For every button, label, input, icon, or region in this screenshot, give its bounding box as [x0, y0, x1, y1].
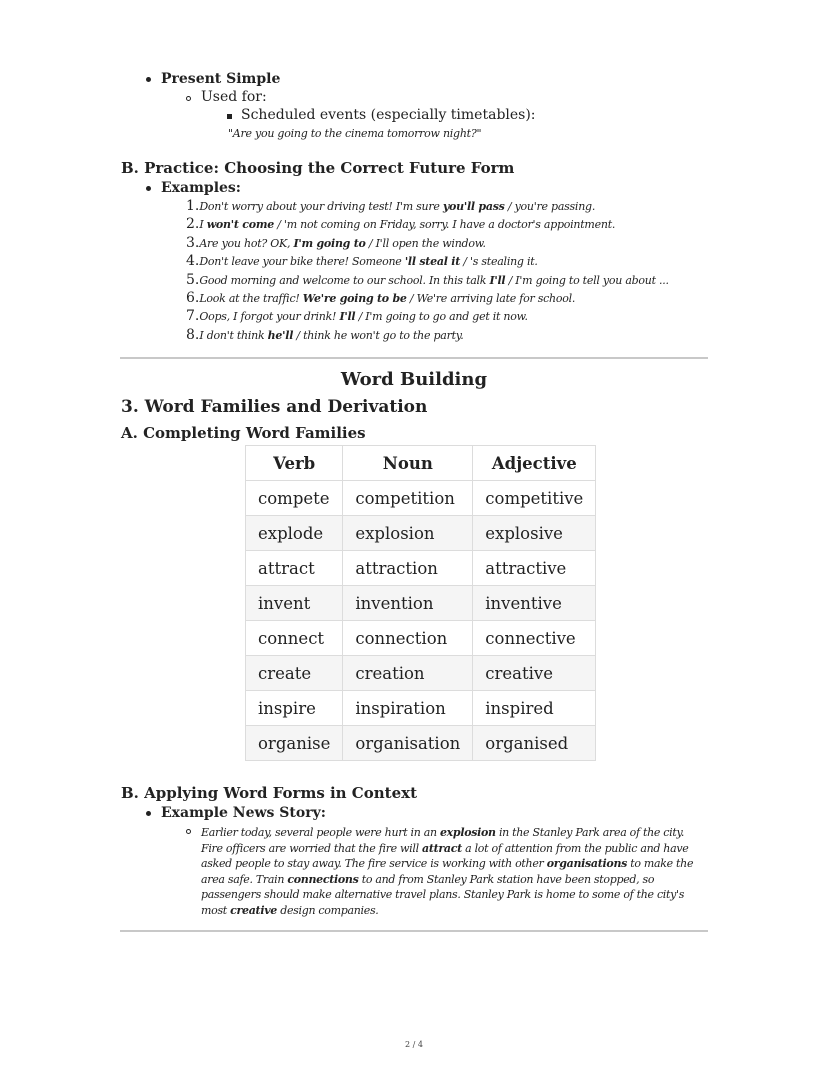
- example-text: Are you hot? OK,: [199, 236, 294, 250]
- example-number: 5.: [186, 271, 200, 288]
- example-text: / I'm going to tell you about ...: [505, 273, 669, 287]
- example-item: [186, 198, 595, 214]
- table-row: [246, 586, 596, 621]
- table-cell: invent: [246, 586, 343, 621]
- table-cell: attract: [246, 551, 343, 586]
- example-text: I don't think: [199, 328, 268, 342]
- use-text: Scheduled events (especially timetables):: [241, 107, 536, 123]
- table-cell: creation: [343, 656, 473, 691]
- story-keyword: explosion: [439, 826, 496, 839]
- story-keyword: creative: [230, 903, 277, 917]
- example-answer: I'll: [489, 273, 506, 287]
- bullet-icon: [146, 186, 151, 191]
- table-row: [246, 691, 596, 726]
- table-cell: organise: [246, 726, 343, 761]
- example-text: Oops, I forgot your drink!: [199, 310, 340, 324]
- example-answer: 'll steal it: [404, 255, 461, 269]
- example-item: [186, 253, 538, 269]
- table-cell: inventive: [473, 586, 596, 621]
- example-item: [186, 272, 669, 288]
- example-answer: won't come: [206, 218, 274, 232]
- story-keyword: organisations: [546, 857, 628, 871]
- example-answer: We're going to be: [302, 292, 407, 305]
- story-text: in the Stanley Park area of the city. Fire officers are worried that the fire will: [201, 826, 685, 855]
- table-cell: compete: [246, 481, 343, 516]
- table-cell: explosion: [343, 516, 473, 551]
- header-adjective: Adjective: [473, 446, 596, 481]
- example-quote: "Are you going to the cinema tomorrow night?": [228, 127, 482, 140]
- table-cell: connect: [246, 621, 343, 656]
- example-number: 7.: [186, 308, 200, 325]
- example-text: / you're passing.: [504, 200, 596, 213]
- table-cell: invention: [343, 586, 473, 621]
- example-number: 6.: [186, 290, 200, 306]
- table-cell: explode: [246, 516, 343, 551]
- table-cell: competitive: [473, 481, 596, 516]
- table-row: [246, 551, 596, 586]
- example-answer: I'm going to: [293, 236, 366, 250]
- word-building-title: Word Building: [340, 369, 488, 390]
- present-simple-heading: Present Simple: [161, 71, 281, 87]
- story-text: a lot of attention from the public and have asked people to stay away. The fire service is working with other: [201, 841, 689, 871]
- example-number: 1.: [186, 198, 200, 214]
- example-text: / 's stealing it.: [460, 255, 538, 269]
- divider: [120, 930, 708, 932]
- page-number: 2 / 4: [405, 1040, 423, 1049]
- used-for-label: Used for:: [201, 89, 267, 105]
- example-answer: he'll: [267, 328, 294, 342]
- news-story-text: [201, 825, 701, 919]
- circle-bullet-icon: [186, 829, 191, 834]
- story-keyword: attract: [422, 841, 462, 855]
- example-item: [186, 290, 575, 306]
- header-verb: Verb: [246, 446, 343, 481]
- square-bullet-icon: [227, 114, 232, 119]
- story-text: to make the area safe. Train: [201, 857, 694, 886]
- table-row: [246, 516, 596, 551]
- table-cell: attractive: [473, 551, 596, 586]
- table-cell: explosive: [473, 516, 596, 551]
- news-story-label: Example News Story:: [161, 805, 326, 821]
- table-cell: organisation: [343, 726, 473, 761]
- example-text: Don't leave your bike there! Someone: [199, 255, 405, 269]
- table-cell: competition: [343, 481, 473, 516]
- example-number: 8.: [186, 326, 200, 343]
- table-cell: create: [246, 656, 343, 691]
- example-answer: I'll: [339, 310, 356, 324]
- table-header-row: [246, 446, 596, 481]
- story-text: Earlier today, several people were hurt in an: [201, 826, 440, 839]
- example-text: Look at the traffic!: [199, 292, 303, 305]
- example-item: [186, 327, 464, 343]
- bullet-icon: [146, 77, 151, 82]
- applying-heading: B. Applying Word Forms in Context: [121, 784, 418, 802]
- example-number: 3.: [186, 234, 200, 251]
- example-item: [186, 216, 615, 232]
- divider: [120, 357, 708, 359]
- example-text: / think he won't go to the party.: [293, 328, 464, 342]
- story-text: design companies.: [277, 903, 379, 917]
- table-row: [246, 621, 596, 656]
- example-text: / We're arriving late for school.: [406, 292, 576, 305]
- section-heading: 3. Word Families and Derivation: [121, 397, 428, 417]
- table-cell: attraction: [343, 551, 473, 586]
- word-families-table: [245, 445, 596, 761]
- example-text: Good morning and welcome to our school. In this talk: [199, 273, 490, 287]
- circle-bullet-icon: [186, 96, 191, 101]
- table-row: [246, 656, 596, 691]
- practice-heading: B. Practice: Choosing the Correct Future Form: [121, 159, 515, 177]
- subsection-a-heading: A. Completing Word Families: [121, 424, 366, 442]
- story-keyword: connections: [287, 872, 359, 886]
- example-number: 4.: [186, 253, 200, 270]
- table-cell: inspiration: [343, 691, 473, 726]
- header-noun: Noun: [343, 446, 473, 481]
- example-number: 2.: [186, 216, 200, 233]
- story-text: to and from Stanley Park station have been stopped, so passengers should make alternative travel plans. Stanley Park is home to some of the city's most: [201, 872, 685, 917]
- examples-label: Examples:: [161, 180, 241, 196]
- bullet-icon: [146, 811, 151, 816]
- example-text: / 'm not coming on Friday, sorry. I have a doctor's appointment.: [273, 218, 616, 232]
- table-cell: connection: [343, 621, 473, 656]
- example-item: [186, 308, 528, 324]
- example-text: I: [199, 218, 207, 232]
- table-cell: connective: [473, 621, 596, 656]
- example-text: / I'm going to go and get it now.: [355, 310, 528, 324]
- table-cell: organised: [473, 726, 596, 761]
- table-cell: inspired: [473, 691, 596, 726]
- table-cell: creative: [473, 656, 596, 691]
- table-row: [246, 481, 596, 516]
- example-answer: you'll pass: [442, 200, 505, 213]
- example-item: [186, 235, 486, 251]
- table-row: [246, 726, 596, 761]
- table-cell: inspire: [246, 691, 343, 726]
- example-text: / I'll open the window.: [365, 236, 486, 250]
- example-text: Don't worry about your driving test! I'm sure: [199, 200, 443, 213]
